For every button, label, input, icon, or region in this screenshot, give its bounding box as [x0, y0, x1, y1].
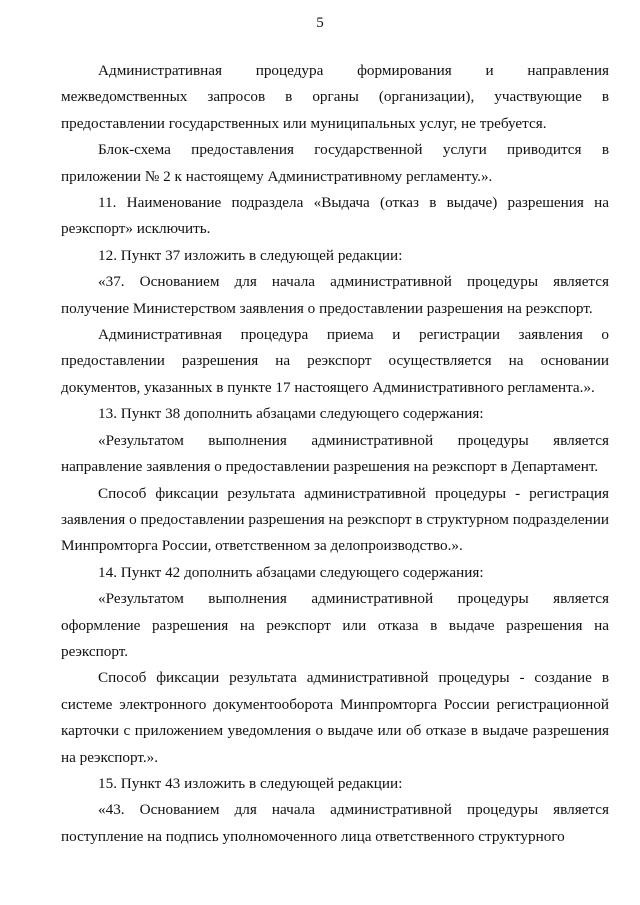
- paragraph-clause-38-fixation: Способ фиксации результата административной процедуры - регистрация заявления о предоставлении разрешения на реэкспорт в структурном подразделении Минпромторга России, ответственном за делопроизводство.».: [61, 484, 609, 555]
- paragraph-item-12: 12. Пункт 37 изложить в следующей редакции:: [98, 246, 403, 264]
- paragraph-interagency-requests: Административная процедура формирования и направления межведомственных запросов в органы (организации), участвующие в предоставлении государственных или муниципальных услуг, не требуется.: [61, 62, 609, 132]
- paragraph-item-13: 13. Пункт 38 дополнить абзацами следующего содержания:: [98, 405, 484, 423]
- paragraph-clause-42-result: «Результатом выполнения административной процедуры является оформление разрешения на реэкспорт или отказа в выдаче разрешения на реэкспорт.: [61, 590, 609, 660]
- paragraph-clause-42-fixation: Способ фиксации результата административной процедуры - создание в системе электронного документооборота Минпромторга России регистрационной карточки с приложением уведомления о выдаче или об отказе в выдаче разрешения на реэкспорт.».: [61, 669, 609, 766]
- paragraph-clause-37-procedure: Административная процедура приема и регистрации заявления о предоставлении разрешения на реэкспорт осуществляется на основании документов, указанных в пункте 17 настоящего Административного регламента.».: [61, 326, 609, 396]
- paragraph-item-14: 14. Пункт 42 дополнить абзацами следующего содержания:: [98, 563, 484, 581]
- paragraph-clause-43: «43. Основанием для начала административной процедуры является поступление на подпись уполномоченного лица ответственного структурного: [61, 801, 609, 845]
- document-body: [61, 58, 609, 850]
- paragraph-flowchart-appendix: Блок-схема предоставления государственной услуги приводится в приложении № 2 к настоящему Административному регламенту.».: [61, 141, 609, 185]
- paragraph-clause-38-result: «Результатом выполнения административной процедуры является направление заявления о предоставлении разрешения на реэкспорт в Департамент.: [61, 431, 609, 476]
- page-number: 5: [316, 15, 324, 31]
- paragraph-clause-37: «37. Основанием для начала административной процедуры является получение Министерством заявления о предоставлении разрешения на реэкспорт.: [61, 273, 609, 317]
- paragraph-item-11: 11. Наименование подраздела «Выдача (отказ в выдаче) разрешения на реэкспорт» исключить.: [61, 194, 609, 238]
- paragraph-item-15: 15. Пункт 43 изложить в следующей редакции:: [98, 774, 403, 792]
